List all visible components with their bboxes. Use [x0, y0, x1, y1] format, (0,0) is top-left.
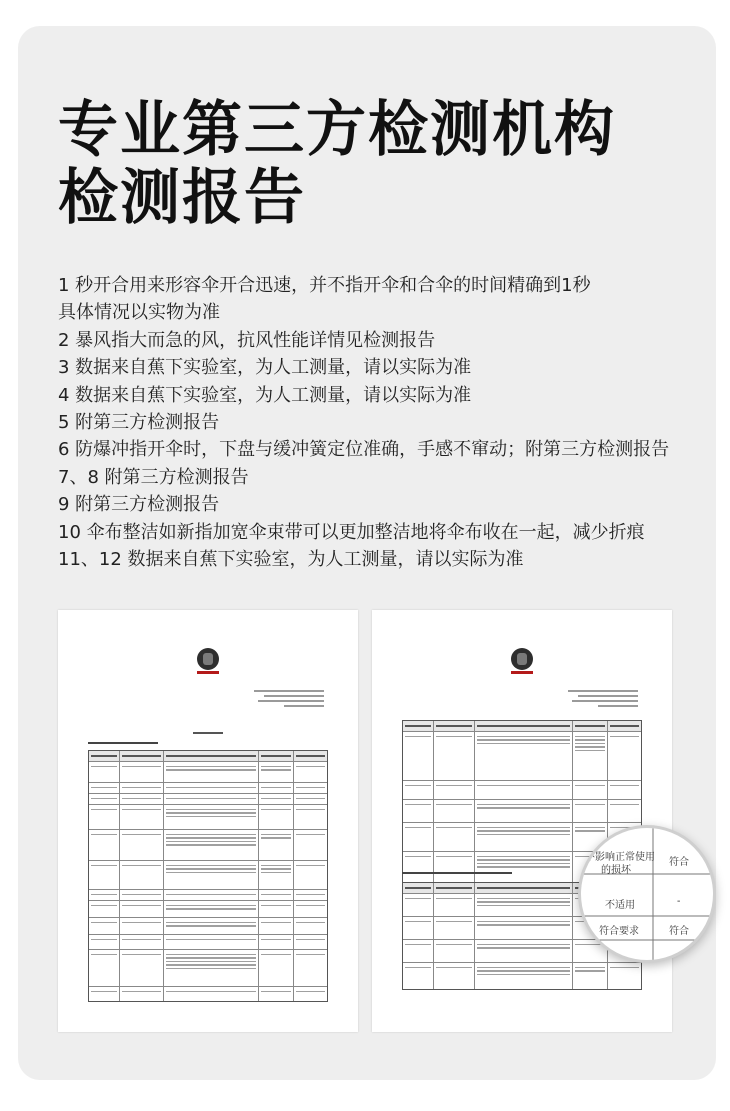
- magnified-cell: 的损坏: [601, 865, 631, 876]
- footnote-item: 11、12 数据来自蕉下实验室，为人工测量，请以实际为准: [58, 549, 524, 571]
- report-header-text: [548, 687, 638, 710]
- footnote-item: 1 秒开合用来形容伞开合迅速，并不指开伞和合伞的时间精确到1秒: [58, 275, 591, 296]
- title-line-1: 专业第三方检测机构: [58, 95, 616, 165]
- footnote-item: 具体情况以实物为准: [58, 302, 220, 324]
- footnote-item: 5 附第三方检测报告: [58, 412, 220, 434]
- footnote-list: [58, 272, 718, 573]
- magnified-result: -: [677, 896, 681, 907]
- title-line-2: 检测报告: [58, 163, 306, 233]
- report-header-text: [234, 687, 324, 710]
- magnified-result: 符合: [669, 857, 689, 868]
- magnified-result: 符合: [669, 926, 689, 937]
- magnified-cell: 不适用: [605, 900, 635, 911]
- lab-logo: [197, 648, 219, 674]
- test-report-page-1: [58, 610, 358, 1032]
- standard-heading: [402, 872, 512, 874]
- footnote-item: 4 数据来自蕉下实验室，为人工测量，请以实际为准: [58, 384, 472, 406]
- standard-heading: [88, 742, 158, 744]
- footnote-item: 6 防爆冲指开伞时，下盘与缓冲簧定位准确，手感不窜动；附第三方检测报告: [58, 439, 670, 461]
- footnote-item: 10 伞布整洁如新指加宽伞束带可以更加整洁地将伞布收在一起，减少折痕: [58, 521, 645, 543]
- magnified-cell: 符合要求: [599, 926, 639, 937]
- footnote-item: 7、8 附第三方检测报告: [58, 466, 249, 488]
- lab-logo: [511, 648, 533, 674]
- test-report-page-2: [372, 610, 672, 1032]
- footnote-item: 2 暴风指大而急的风，抗风性能详情见检测报告: [58, 329, 436, 351]
- report-table: [88, 750, 328, 1002]
- footnote-item: 9 附第三方检测报告: [58, 494, 220, 516]
- magnified-cell: 不影响正常使用: [585, 852, 655, 863]
- magnifier-lens: [578, 825, 716, 963]
- footnote-item: 3 数据来自蕉下实验室，为人工测量，请以实际为准: [58, 357, 472, 379]
- section-heading: [193, 732, 223, 734]
- page-title: [58, 96, 616, 232]
